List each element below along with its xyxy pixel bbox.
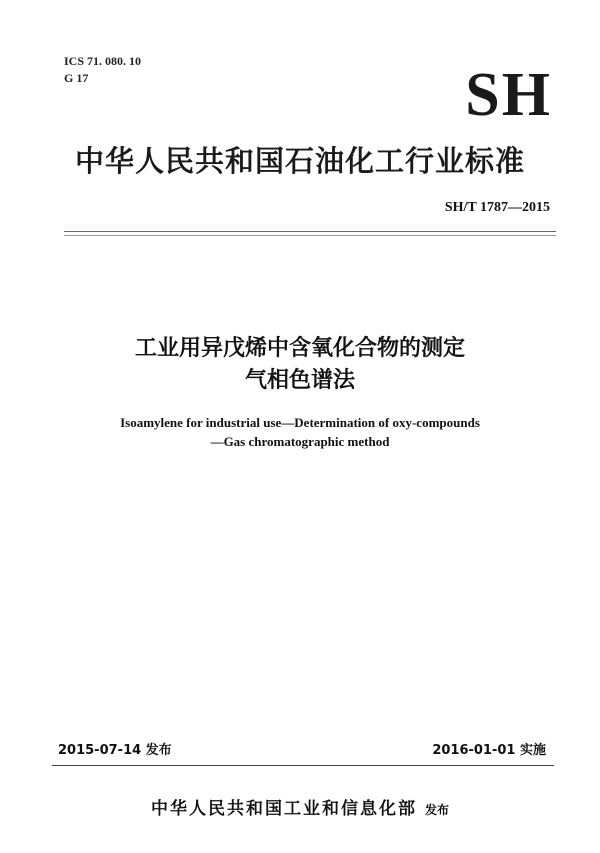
- ics-code: ICS 71. 080. 10: [64, 54, 142, 68]
- chinese-title-line-1: 工业用异戊烯中含氧化合物的测定: [134, 336, 465, 361]
- english-title-line-1: Isoamylene for industrial use—Determination of oxy-compounds: [120, 415, 480, 430]
- publisher-name: 中华人民共和国工业和信息化部: [150, 799, 417, 819]
- footer-divider: [52, 765, 554, 766]
- chinese-title-line-2: 气相色谱法: [244, 368, 355, 393]
- publisher-suffix: 发布: [424, 803, 449, 817]
- header-divider: [64, 231, 556, 232]
- standard-number: SH/T 1787—2015: [444, 200, 550, 215]
- publisher-line: [0, 798, 600, 821]
- english-title-line-2: —Gas chromatographic method: [210, 434, 390, 449]
- sh-logo: SH: [465, 61, 552, 129]
- issue-date: 2015-07-14 发布: [58, 743, 172, 758]
- implementation-date: 2016-01-01 实施: [432, 743, 546, 758]
- issuing-standard-category: 中华人民共和国石油化工行业标准: [74, 144, 525, 178]
- ccs-code: G 17: [64, 71, 89, 85]
- header-divider-secondary: [64, 235, 556, 236]
